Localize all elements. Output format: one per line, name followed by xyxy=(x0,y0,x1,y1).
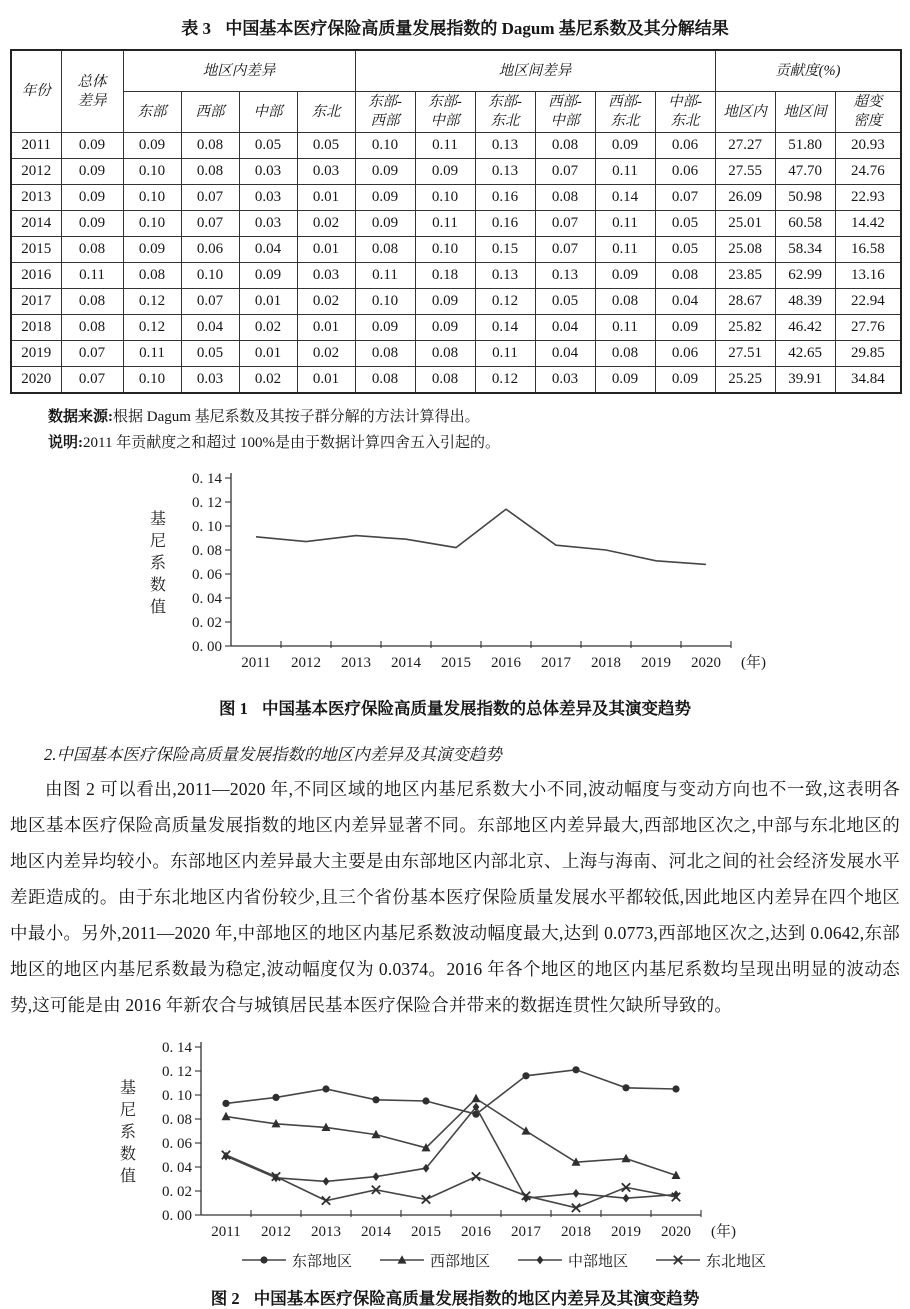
header-contrib-between: 地区间 xyxy=(775,92,835,133)
value-cell: 0.13 xyxy=(535,263,595,289)
year-cell: 2011 xyxy=(11,133,61,159)
table-row xyxy=(11,185,901,211)
header-northeast: 东北 xyxy=(297,92,355,133)
header-central-northeast: 中部-东北 xyxy=(655,92,715,133)
marker-diamond-icon xyxy=(537,1256,544,1265)
figure2-label: 图 2 xyxy=(210,1288,240,1308)
value-cell: 0.07 xyxy=(535,211,595,237)
legend-marker-icon xyxy=(378,1253,426,1267)
value-cell: 0.08 xyxy=(61,237,123,263)
value-cell: 0.09 xyxy=(355,185,415,211)
note-remark-label: 说明: xyxy=(48,435,83,452)
y-axis-title-char: 数 xyxy=(149,576,167,594)
x-axis-title: (年) xyxy=(711,1223,736,1240)
value-cell: 0.09 xyxy=(355,159,415,185)
figure2-chart-area xyxy=(106,1037,900,1271)
y-tick-label: 0. 08 xyxy=(162,1111,192,1128)
value-cell: 0.12 xyxy=(123,315,181,341)
marker-diamond-icon xyxy=(573,1189,580,1198)
value-cell: 0.06 xyxy=(655,133,715,159)
series-line-0 xyxy=(226,1069,676,1113)
legend-label: 东北地区 xyxy=(706,1253,767,1270)
header-contrib-within: 地区内 xyxy=(715,92,775,133)
value-cell: 0.14 xyxy=(595,185,655,211)
marker-circle-icon xyxy=(622,1084,629,1091)
x-tick-label: 2017 xyxy=(541,654,571,671)
value-cell: 0.09 xyxy=(123,133,181,159)
figure2-caption-text: 中国基本医疗保险高质量发展指数的地区内差异及其演变趋势 xyxy=(253,1288,700,1308)
note-remark-text: 2011 年贡献度之和超过 100%是由于数据计算四舍五入引起的。 xyxy=(83,435,500,452)
body-paragraph: 由图 2 可以看出,2011—2020 年,不同区域的地区内基尼系数大小不同,波动幅度与变动方向也不一致,这表明各地区基本医疗保险高质量发展指数的地区内差异显著不同。东部地区内差异最大,西部地区次之,中部与东北地区的地区内差异均较小。东部地区内差异最大主要是由东部地区内部北京、上海与海南、河北之间的社会经济发展水平差距造成的。由于东北地区内省份较少,且三个省份基本医疗保险质量发展水平都较低,因此地区内差异在四个地区中最小。另外,2011—2020 年,中部地区的地区内基尼系数波动幅度最大,达到 0.0773,西部地区次之,达到 0.0642,东部地区的地区内基尼系数最为稳定,波动幅度仅为 0.0374。2016 年各个地区的地区内基尼系数均呈现出明显的波动态势,这可能是由 2016 年新农合与城镇居民基本医疗保险合并带来的数据连贯性欠缺所导致的。 xyxy=(10,778,900,1015)
year-cell: 2015 xyxy=(11,237,61,263)
value-cell: 50.98 xyxy=(775,185,835,211)
series-line-3 xyxy=(226,1155,676,1208)
value-cell: 48.39 xyxy=(775,289,835,315)
value-cell: 0.09 xyxy=(61,133,123,159)
year-cell: 2013 xyxy=(11,185,61,211)
value-cell: 0.09 xyxy=(655,367,715,394)
marker-circle-icon xyxy=(672,1085,679,1092)
value-cell: 0.02 xyxy=(239,367,297,394)
value-cell: 0.08 xyxy=(415,341,475,367)
x-tick-label: 2020 xyxy=(691,654,721,671)
marker-triangle-icon xyxy=(222,1111,231,1119)
value-cell: 25.25 xyxy=(715,367,775,394)
value-cell: 0.09 xyxy=(415,315,475,341)
figure2-line-chart xyxy=(106,1037,756,1245)
value-cell: 23.85 xyxy=(715,263,775,289)
value-cell: 0.09 xyxy=(595,263,655,289)
value-cell: 0.08 xyxy=(355,367,415,394)
value-cell: 0.03 xyxy=(239,159,297,185)
value-cell: 25.08 xyxy=(715,237,775,263)
legend-label: 中部地区 xyxy=(568,1253,629,1270)
x-tick-label: 2015 xyxy=(441,654,471,671)
header-year: 年份 xyxy=(11,50,61,133)
marker-diamond-icon xyxy=(323,1177,330,1186)
value-cell: 0.10 xyxy=(415,185,475,211)
y-tick-label: 0. 00 xyxy=(162,1207,192,1224)
value-cell: 42.65 xyxy=(775,341,835,367)
value-cell: 0.06 xyxy=(181,237,239,263)
table-row xyxy=(11,315,901,341)
header-east-central: 东部-中部 xyxy=(415,92,475,133)
value-cell: 0.07 xyxy=(181,185,239,211)
marker-circle-icon xyxy=(222,1099,229,1106)
value-cell: 0.03 xyxy=(535,367,595,394)
value-cell: 0.01 xyxy=(297,237,355,263)
y-tick-label: 0. 14 xyxy=(192,470,222,487)
year-cell: 2014 xyxy=(11,211,61,237)
value-cell: 0.11 xyxy=(595,315,655,341)
table-row xyxy=(11,341,901,367)
value-cell: 0.09 xyxy=(123,237,181,263)
value-cell: 24.76 xyxy=(835,159,901,185)
legend-label: 东部地区 xyxy=(291,1253,352,1270)
marker-diamond-icon xyxy=(373,1172,380,1181)
value-cell: 0.08 xyxy=(181,159,239,185)
marker-triangle-icon xyxy=(622,1153,631,1161)
value-cell: 0.11 xyxy=(61,263,123,289)
header-west: 西部 xyxy=(181,92,239,133)
value-cell: 34.84 xyxy=(835,367,901,394)
x-tick-label: 2015 xyxy=(411,1223,441,1240)
x-tick-label: 2011 xyxy=(241,654,271,671)
figure1-line-chart xyxy=(136,468,786,676)
value-cell: 46.42 xyxy=(775,315,835,341)
value-cell: 0.09 xyxy=(655,315,715,341)
year-cell: 2017 xyxy=(11,289,61,315)
value-cell: 0.08 xyxy=(655,263,715,289)
value-cell: 60.58 xyxy=(775,211,835,237)
value-cell: 0.03 xyxy=(239,185,297,211)
value-cell: 0.02 xyxy=(297,211,355,237)
value-cell: 25.01 xyxy=(715,211,775,237)
value-cell: 0.09 xyxy=(61,211,123,237)
header-east: 东部 xyxy=(123,92,181,133)
value-cell: 25.82 xyxy=(715,315,775,341)
value-cell: 62.99 xyxy=(775,263,835,289)
value-cell: 0.09 xyxy=(239,263,297,289)
value-cell: 0.09 xyxy=(355,211,415,237)
value-cell: 0.10 xyxy=(123,185,181,211)
value-cell: 0.09 xyxy=(415,159,475,185)
y-tick-label: 0. 00 xyxy=(192,638,222,655)
legend-label: 西部地区 xyxy=(429,1253,490,1270)
marker-circle-icon xyxy=(422,1097,429,1104)
legend-marker-icon xyxy=(654,1253,702,1267)
value-cell: 0.03 xyxy=(239,211,297,237)
y-tick-label: 0. 10 xyxy=(192,518,222,535)
value-cell: 13.16 xyxy=(835,263,901,289)
value-cell: 0.10 xyxy=(355,289,415,315)
x-tick-label: 2013 xyxy=(341,654,371,671)
x-tick-label: 2014 xyxy=(361,1223,391,1240)
y-axis-title-char: 系 xyxy=(149,554,167,572)
value-cell: 0.05 xyxy=(239,133,297,159)
value-cell: 28.67 xyxy=(715,289,775,315)
value-cell: 0.11 xyxy=(595,211,655,237)
note-remark xyxy=(48,433,900,453)
value-cell: 0.07 xyxy=(181,289,239,315)
value-cell: 0.12 xyxy=(123,289,181,315)
value-cell: 0.13 xyxy=(475,159,535,185)
value-cell: 0.13 xyxy=(475,263,535,289)
figure1-caption-text: 中国基本医疗保险高质量发展指数的总体差异及其演变趋势 xyxy=(261,698,691,718)
value-cell: 0.12 xyxy=(475,367,535,394)
value-cell: 0.02 xyxy=(297,341,355,367)
value-cell: 0.05 xyxy=(655,237,715,263)
figure2-caption xyxy=(10,1285,900,1309)
note-data-source xyxy=(48,407,900,427)
value-cell: 0.11 xyxy=(355,263,415,289)
figure2-legend xyxy=(106,1250,900,1271)
value-cell: 27.76 xyxy=(835,315,901,341)
value-cell: 0.02 xyxy=(239,315,297,341)
value-cell: 58.34 xyxy=(775,237,835,263)
legend-item xyxy=(240,1250,352,1271)
x-tick-label: 2019 xyxy=(611,1223,641,1240)
value-cell: 0.11 xyxy=(415,133,475,159)
value-cell: 0.09 xyxy=(355,315,415,341)
table-row xyxy=(11,263,901,289)
value-cell: 0.10 xyxy=(415,237,475,263)
marker-circle-icon xyxy=(260,1256,267,1263)
header-west-central: 西部-中部 xyxy=(535,92,595,133)
value-cell: 0.09 xyxy=(61,185,123,211)
value-cell: 0.12 xyxy=(475,289,535,315)
figure1-caption xyxy=(10,695,900,719)
value-cell: 0.08 xyxy=(595,289,655,315)
value-cell: 0.01 xyxy=(239,341,297,367)
value-cell: 16.58 xyxy=(835,237,901,263)
header-group-contrib: 贡献度(%) xyxy=(715,50,901,92)
value-cell: 0.11 xyxy=(475,341,535,367)
x-tick-label: 2019 xyxy=(641,654,671,671)
value-cell: 0.03 xyxy=(297,263,355,289)
value-cell: 51.80 xyxy=(775,133,835,159)
value-cell: 0.04 xyxy=(655,289,715,315)
y-axis-title-char: 值 xyxy=(119,1167,137,1185)
table-title-text: 中国基本医疗保险高质量发展指数的 Dagum 基尼系数及其分解结果 xyxy=(225,19,729,38)
value-cell: 0.02 xyxy=(297,289,355,315)
value-cell: 22.93 xyxy=(835,185,901,211)
x-tick-label: 2011 xyxy=(211,1223,241,1240)
y-axis-title-char: 数 xyxy=(119,1145,137,1163)
header-overall: 总体差异 xyxy=(61,50,123,133)
x-tick-label: 2018 xyxy=(561,1223,591,1240)
year-cell: 2012 xyxy=(11,159,61,185)
y-tick-label: 0. 12 xyxy=(192,494,222,511)
value-cell: 0.13 xyxy=(475,133,535,159)
x-tick-label: 2012 xyxy=(291,654,321,671)
value-cell: 0.07 xyxy=(535,237,595,263)
value-cell: 27.27 xyxy=(715,133,775,159)
value-cell: 0.04 xyxy=(535,341,595,367)
value-cell: 0.08 xyxy=(535,185,595,211)
x-tick-label: 2018 xyxy=(591,654,621,671)
value-cell: 14.42 xyxy=(835,211,901,237)
y-tick-label: 0. 08 xyxy=(192,542,222,559)
x-tick-label: 2014 xyxy=(391,654,421,671)
y-tick-label: 0. 14 xyxy=(162,1039,192,1056)
year-cell: 2020 xyxy=(11,367,61,394)
marker-circle-icon xyxy=(322,1085,329,1092)
legend-item xyxy=(516,1250,628,1271)
table-header xyxy=(11,50,901,133)
value-cell: 0.05 xyxy=(297,133,355,159)
value-cell: 0.03 xyxy=(181,367,239,394)
value-cell: 0.08 xyxy=(595,341,655,367)
header-central: 中部 xyxy=(239,92,297,133)
value-cell: 0.04 xyxy=(535,315,595,341)
x-tick-label: 2017 xyxy=(511,1223,541,1240)
value-cell: 39.91 xyxy=(775,367,835,394)
year-cell: 2016 xyxy=(11,263,61,289)
x-tick-label: 2020 xyxy=(661,1223,691,1240)
table-row xyxy=(11,289,901,315)
x-tick-label: 2013 xyxy=(311,1223,341,1240)
value-cell: 0.08 xyxy=(181,133,239,159)
value-cell: 0.08 xyxy=(355,237,415,263)
y-tick-label: 0. 06 xyxy=(192,566,222,583)
marker-circle-icon xyxy=(522,1072,529,1079)
marker-circle-icon xyxy=(272,1093,279,1100)
x-tick-label: 2016 xyxy=(491,654,521,671)
y-tick-label: 0. 04 xyxy=(162,1159,192,1176)
value-cell: 0.05 xyxy=(181,341,239,367)
table-row xyxy=(11,211,901,237)
year-cell: 2019 xyxy=(11,341,61,367)
table-title xyxy=(10,14,900,39)
value-cell: 0.11 xyxy=(595,159,655,185)
header-west-northeast: 西部-东北 xyxy=(595,92,655,133)
value-cell: 0.01 xyxy=(297,315,355,341)
legend-item xyxy=(654,1250,766,1271)
table-number-label: 表 3 xyxy=(181,19,211,38)
note-source-text: 根据 Dagum 基尼系数及其按子群分解的方法计算得出。 xyxy=(113,409,480,425)
value-cell: 0.10 xyxy=(181,263,239,289)
value-cell: 0.11 xyxy=(595,237,655,263)
y-axis-title-char: 尼 xyxy=(119,1101,137,1119)
value-cell: 0.09 xyxy=(61,159,123,185)
header-group-within: 地区内差异 xyxy=(123,50,355,92)
value-cell: 0.10 xyxy=(355,133,415,159)
value-cell: 0.08 xyxy=(61,289,123,315)
value-cell: 0.04 xyxy=(181,315,239,341)
y-tick-label: 0. 04 xyxy=(192,590,222,607)
value-cell: 0.01 xyxy=(297,185,355,211)
value-cell: 27.55 xyxy=(715,159,775,185)
header-east-west: 东部-西部 xyxy=(355,92,415,133)
value-cell: 0.07 xyxy=(655,185,715,211)
x-tick-label: 2016 xyxy=(461,1223,491,1240)
value-cell: 0.16 xyxy=(475,185,535,211)
note-source-label: 数据来源: xyxy=(48,409,113,425)
value-cell: 47.70 xyxy=(775,159,835,185)
value-cell: 26.09 xyxy=(715,185,775,211)
section-heading: 2.中国基本医疗保险高质量发展指数的地区内差异及其演变趋势 xyxy=(44,744,502,764)
value-cell: 0.08 xyxy=(415,367,475,394)
value-cell: 0.10 xyxy=(123,159,181,185)
value-cell: 0.18 xyxy=(415,263,475,289)
value-cell: 0.07 xyxy=(181,211,239,237)
value-cell: 0.01 xyxy=(297,367,355,394)
value-cell: 29.85 xyxy=(835,341,901,367)
value-cell: 0.07 xyxy=(535,159,595,185)
table-row xyxy=(11,159,901,185)
value-cell: 0.10 xyxy=(123,211,181,237)
marker-triangle-icon xyxy=(522,1126,531,1134)
value-cell: 0.14 xyxy=(475,315,535,341)
marker-triangle-icon xyxy=(472,1093,481,1101)
value-cell: 0.09 xyxy=(595,367,655,394)
value-cell: 0.11 xyxy=(123,341,181,367)
legend-marker-icon xyxy=(240,1253,288,1267)
value-cell: 0.08 xyxy=(123,263,181,289)
y-tick-label: 0. 02 xyxy=(162,1183,192,1200)
marker-circle-icon xyxy=(572,1066,579,1073)
table-row xyxy=(11,367,901,394)
legend-item xyxy=(378,1250,490,1271)
value-cell: 22.94 xyxy=(835,289,901,315)
figure1-label: 图 1 xyxy=(219,698,248,718)
y-axis-title-char: 基 xyxy=(119,1079,137,1097)
value-cell: 27.51 xyxy=(715,341,775,367)
value-cell: 0.07 xyxy=(61,341,123,367)
y-axis-title-char: 基 xyxy=(149,510,167,528)
header-contrib-transvariation: 超变密度 xyxy=(835,92,901,133)
y-tick-label: 0. 12 xyxy=(162,1063,192,1080)
legend-marker-icon xyxy=(516,1253,564,1267)
value-cell: 0.15 xyxy=(475,237,535,263)
table-row xyxy=(11,133,901,159)
year-cell: 2018 xyxy=(11,315,61,341)
value-cell: 0.03 xyxy=(297,159,355,185)
x-tick-label: 2012 xyxy=(261,1223,291,1240)
value-cell: 20.93 xyxy=(835,133,901,159)
value-cell: 0.09 xyxy=(595,133,655,159)
x-axis-title: (年) xyxy=(741,654,766,671)
series-line-0 xyxy=(256,509,706,564)
value-cell: 0.05 xyxy=(535,289,595,315)
value-cell: 0.06 xyxy=(655,159,715,185)
value-cell: 0.08 xyxy=(535,133,595,159)
y-tick-label: 0. 02 xyxy=(192,614,222,631)
value-cell: 0.09 xyxy=(415,289,475,315)
value-cell: 0.05 xyxy=(655,211,715,237)
marker-circle-icon xyxy=(372,1096,379,1103)
value-cell: 0.10 xyxy=(123,367,181,394)
value-cell: 0.08 xyxy=(61,315,123,341)
y-axis-title-char: 系 xyxy=(119,1123,137,1141)
y-axis-title-char: 尼 xyxy=(149,532,167,550)
header-group-between: 地区间差异 xyxy=(355,50,715,92)
value-cell: 0.11 xyxy=(415,211,475,237)
header-east-northeast: 东部-东北 xyxy=(475,92,535,133)
value-cell: 0.16 xyxy=(475,211,535,237)
value-cell: 0.06 xyxy=(655,341,715,367)
figure1-chart-area xyxy=(136,468,900,681)
y-axis-title-char: 值 xyxy=(149,598,167,616)
marker-diamond-icon xyxy=(623,1193,630,1202)
value-cell: 0.04 xyxy=(239,237,297,263)
value-cell: 0.07 xyxy=(61,367,123,394)
value-cell: 0.08 xyxy=(355,341,415,367)
value-cell: 0.01 xyxy=(239,289,297,315)
dagum-gini-table xyxy=(10,49,902,394)
y-tick-label: 0. 06 xyxy=(162,1135,192,1152)
table-row xyxy=(11,237,901,263)
y-tick-label: 0. 10 xyxy=(162,1087,192,1104)
table-body xyxy=(11,133,901,394)
